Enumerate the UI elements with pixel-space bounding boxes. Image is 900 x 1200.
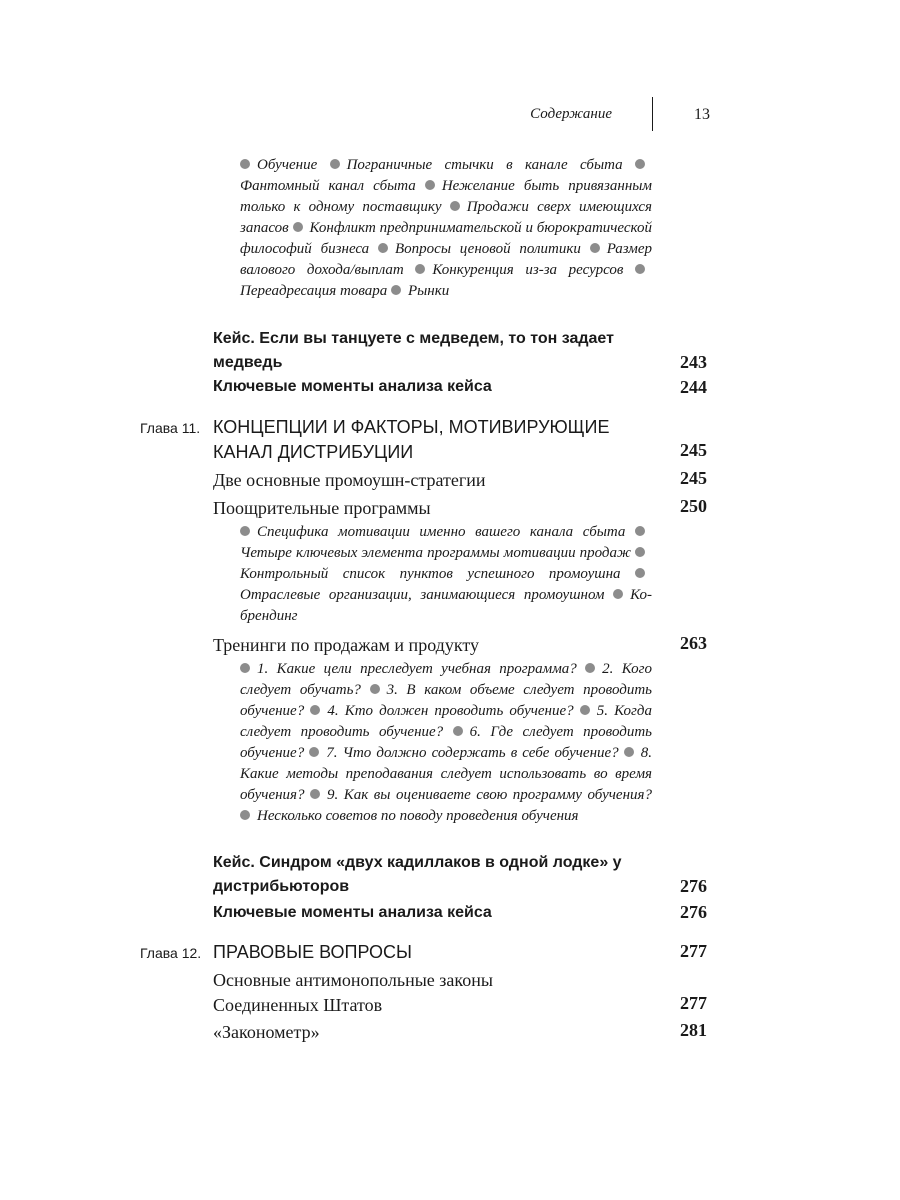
toc-page-promo-strategies: 245 — [680, 468, 707, 488]
bullet-icon — [580, 705, 590, 715]
bullet-list-topics — [240, 155, 652, 302]
list-item: Специфика мотивации именно вашего канала сбыта — [257, 524, 626, 540]
bullet-icon — [378, 243, 388, 253]
list-item: 5. Когда следует проводить обучение? — [240, 703, 652, 740]
toc-page-case-bear: 243 — [680, 352, 707, 372]
bullet-icon — [330, 159, 340, 169]
bullet-icon — [624, 747, 634, 757]
toc-entry-incentive-programs[interactable]: Поощрительные программы — [213, 498, 431, 518]
chapter-11-label: Глава 11. — [140, 420, 201, 436]
toc-entry-key-points-2[interactable]: Ключевые моменты анализа кейса — [213, 904, 492, 921]
list-item: Несколько советов по поводу проведения обучения — [257, 808, 579, 824]
bullet-icon — [240, 526, 250, 536]
toc-entry-antitrust-laws[interactable]: Основные антимонопольные законы Соединенных Штатов — [213, 970, 493, 1015]
toc-page-antitrust-laws: 277 — [680, 993, 707, 1013]
toc-entry-key-points[interactable]: Ключевые моменты анализа кейса — [213, 378, 492, 395]
list-item: Обучение — [257, 157, 318, 173]
bullet-icon — [310, 705, 320, 715]
toc-page-sales-training: 263 — [680, 633, 707, 653]
list-item: 3. В каком объеме следует проводить обучение? — [240, 682, 652, 719]
list-item: 1. Какие цели преследует учебная программа? — [257, 661, 577, 677]
running-header-title: Содержание — [530, 106, 612, 122]
bullet-icon — [310, 789, 320, 799]
list-item: 7. Что должно содержать в себе обучение? — [326, 745, 619, 761]
list-item: Размер валового дохода/выплат — [240, 241, 653, 278]
bullet-icon — [635, 547, 645, 557]
bullet-icon — [585, 663, 595, 673]
bullet-list-training-questions — [240, 659, 652, 827]
bullet-icon — [635, 526, 645, 536]
bullet-icon — [635, 568, 645, 578]
bullet-icon — [240, 810, 250, 820]
toc-page-key-points-2: 276 — [680, 902, 707, 922]
list-item: Отраслевые организации, занимающиеся промоушном — [240, 587, 605, 603]
header-divider — [652, 97, 653, 131]
list-item: Контрольный список пунктов успешного промоушна — [240, 566, 621, 582]
list-item: Продажи сверх имеющихся запасов — [240, 199, 652, 236]
bullet-icon — [590, 243, 600, 253]
chapter-11-page: 245 — [680, 440, 707, 460]
bullet-icon — [370, 684, 380, 694]
bullet-icon — [391, 285, 401, 295]
list-item: Конкуренция из-за ресурсов — [432, 262, 624, 278]
toc-page-key-points: 244 — [680, 377, 707, 397]
bullet-icon — [309, 747, 319, 757]
bullet-icon — [240, 159, 250, 169]
list-item: 2. Кого следует обучать? — [240, 661, 653, 698]
list-item: 6. Где следует проводить обучение? — [240, 724, 652, 761]
bullet-icon — [425, 180, 435, 190]
list-item: Фантомный канал сбыта — [240, 178, 416, 194]
list-item: Рынки — [407, 283, 450, 299]
chapter-12-page: 277 — [680, 941, 707, 961]
toc-page-incentive-programs: 250 — [680, 496, 707, 516]
bullet-icon — [415, 264, 425, 274]
list-item: 9. Как вы оцениваете свою программу обучения? — [327, 787, 652, 803]
chapter-11-title[interactable]: КОНЦЕПЦИИ И ФАКТОРЫ, МОТИВИРУЮЩИЕ КАНАЛ ДИСТРИБУЦИИ — [213, 417, 610, 462]
list-item: Нежелание быть привязанным только к одному поставщику — [240, 178, 652, 215]
list-item: Конфликт предпринимательской и бюрократической философий бизнеса — [240, 220, 652, 257]
toc-entry-sales-training[interactable]: Тренинги по продажам и продукту — [213, 635, 479, 655]
list-item: Пограничные стычки в канале сбыта — [346, 157, 623, 173]
toc-page-lawmeter: 281 — [680, 1020, 707, 1040]
toc-entry-case-bear[interactable]: Кейс. Если вы танцуете с медведем, то тон задает медведь — [213, 330, 614, 371]
toc-entry-lawmeter[interactable]: «Законометр» — [213, 1022, 320, 1042]
toc-entry-promo-strategies[interactable]: Две основные промоушн-стратегии — [213, 470, 486, 490]
list-item: 4. Кто должен проводить обучение? — [327, 703, 574, 719]
bullet-icon — [453, 726, 463, 736]
bullet-icon — [635, 264, 645, 274]
bullet-icon — [293, 222, 303, 232]
bullet-list-incentives — [240, 522, 652, 627]
bullet-icon — [450, 201, 460, 211]
bullet-icon — [240, 663, 250, 673]
page-number: 13 — [694, 106, 710, 123]
list-item: Вопросы ценовой политики — [395, 241, 581, 257]
bullet-icon — [613, 589, 623, 599]
chapter-12-title[interactable]: ПРАВОВЫЕ ВОПРОСЫ — [213, 942, 412, 962]
bullet-icon — [635, 159, 645, 169]
list-item: 8. Какие методы преподавания следует использовать во время обучения? — [240, 745, 653, 803]
list-item: Ко-брендинг — [240, 587, 652, 624]
list-item: Переадресация товара — [240, 283, 388, 299]
toc-entry-case-cadillacs[interactable]: Кейс. Синдром «двух кадиллаков в одной лодке» у дистрибьюторов — [213, 854, 622, 895]
chapter-12-label: Глава 12. — [140, 945, 202, 961]
list-item: Четыре ключевых элемента программы мотивации продаж — [240, 545, 631, 561]
toc-page-case-cadillacs: 276 — [680, 876, 707, 896]
